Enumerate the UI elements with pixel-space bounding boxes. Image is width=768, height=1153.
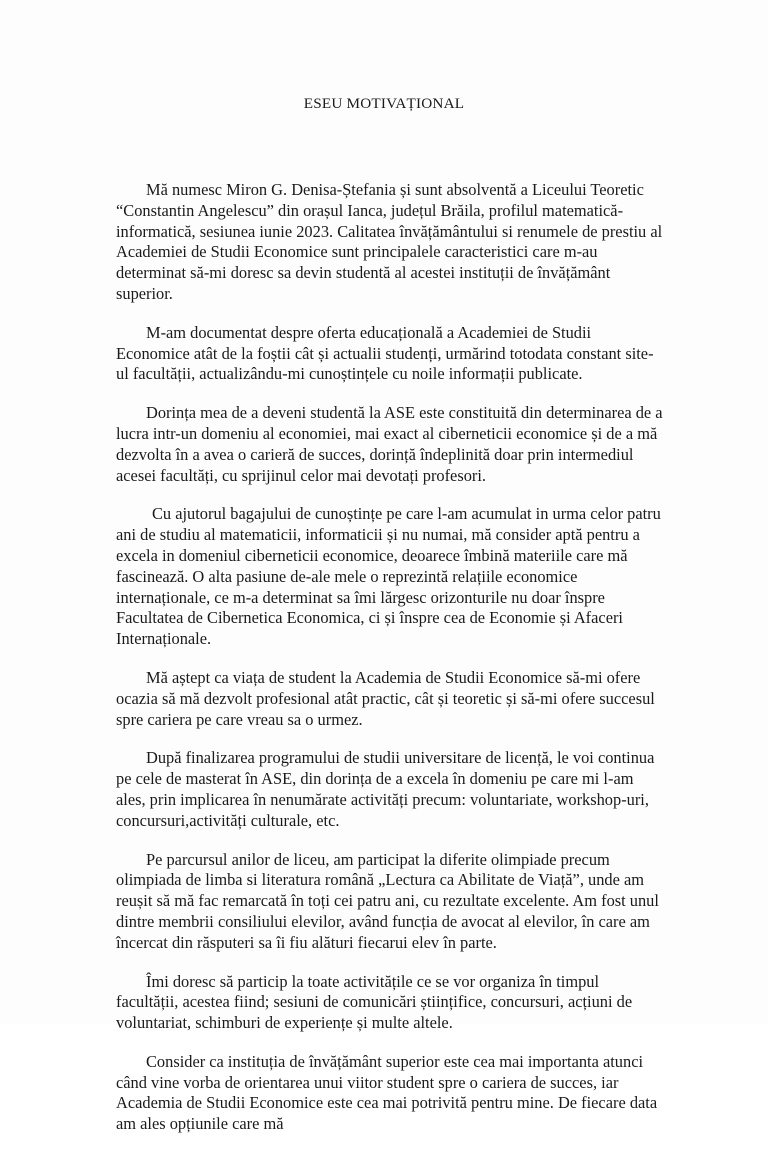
paragraph-skills: Cu ajutorul bagajului de cunoștințe pe care l-am acumulat in urma celor patru ani de studiu al matematicii, informaticii și nu numai, mă consider aptă pentru a excela in domeniul ciberneticii economice, deoarece îmbină materiile care mă fascinează. O alta pasiune de-ale mele o reprezintă relațiile economice internaționale, ce m-a determinat sa îmi lărgesc orizonturile nu doar înspre Facultatea de Cibernetica Economica, ci și înspre cea de Economie și Afaceri Internaționale. xyxy=(116,504,661,649)
paragraph-expectations: Mă aștept ca viața de student la Academia de Studii Economice să-mi ofere ocazia să mă dezvolt profesional atât practic, cât și teoretic și să-mi ofere succesul spre cariera pe care vreau sa o urmez. xyxy=(116,667,655,729)
paragraph-conclusion: Consider ca instituția de învățământ superior este cea mai importanta atunci când vine vorba de orientarea unui viitor student spre o cariera de succes, iar Academia de Studii Economice este cea mai potrivită pentru mine. De fiecare data am ales opțiunile care mă xyxy=(116,1051,658,1134)
paragraph-activities: Îmi doresc să particip la toate activitățile ce se vor organiza în timpul facultății, acestea fiind; sesiuni de comunicări științifice, concursuri, acțiuni de voluntariat, schimburi de experiențe și multe altele. xyxy=(116,971,633,1033)
document-body xyxy=(116,180,664,1153)
paragraph-intro: Mă numesc Miron G. Denisa-Ștefania și sunt absolventă a Liceului Teoretic “Constantin Angelescu” din orașul Ianca, județul Brăila, profilul matematică-informatică, sesiunea iunie 2023. Calitatea învățământului si renumele de prestiu al Academiei de Studii Economice sunt principalele caracteristici care m-au determinat să-mi doresc sa devin studentă al acestei instituții de învățământ superior. xyxy=(116,180,663,303)
document-title: ESEU MOTIVAȚIONAL xyxy=(303,95,465,112)
paragraph-olympiads: Pe parcursul anilor de liceu, am participat la diferite olimpiade precum olimpiada de limba si literatura română „Lectura ca Abilitate de Viață”, unde am reușit să mă fac remarcată în toți cei patru ani, cu rezultate excelente. Am fost unul dintre membrii consiliului elevilor, având funcția de avocat al elevilor, în care am încercat din răsputeri sa îi fiu alături fiecarui elev în parte. xyxy=(116,849,659,952)
paragraph-motivation: Dorința mea de a deveni studentă la ASE este constituită din determinarea de a lucra intr-un domeniu al economiei, mai exact al ciberneticii economice și de a mă dezvolta în a avea o carieră de succes, dorință îndeplinită doar prin intermediul acesei facultăți, cu sprijinul celor mai devotați profesori. xyxy=(116,403,663,485)
paragraph-documentation: M-am documentat despre oferta educațională a Academiei de Studii Economice atât de la foștii cât și actualii studenți, urmărind totodata constant site-ul facultății, actualizându-mi cunoștințele cu noile informații publicate. xyxy=(116,322,654,384)
paragraph-masterat: După finalizarea programului de studii universitare de licență, le voi continua pe cele de masterat în ASE, din dorința de a excela în domeniu pe care mi l-am ales, prin implicarea în nenumărate activități precum: voluntariate, workshop-uri, concursuri,activități culturale, etc. xyxy=(116,748,655,830)
